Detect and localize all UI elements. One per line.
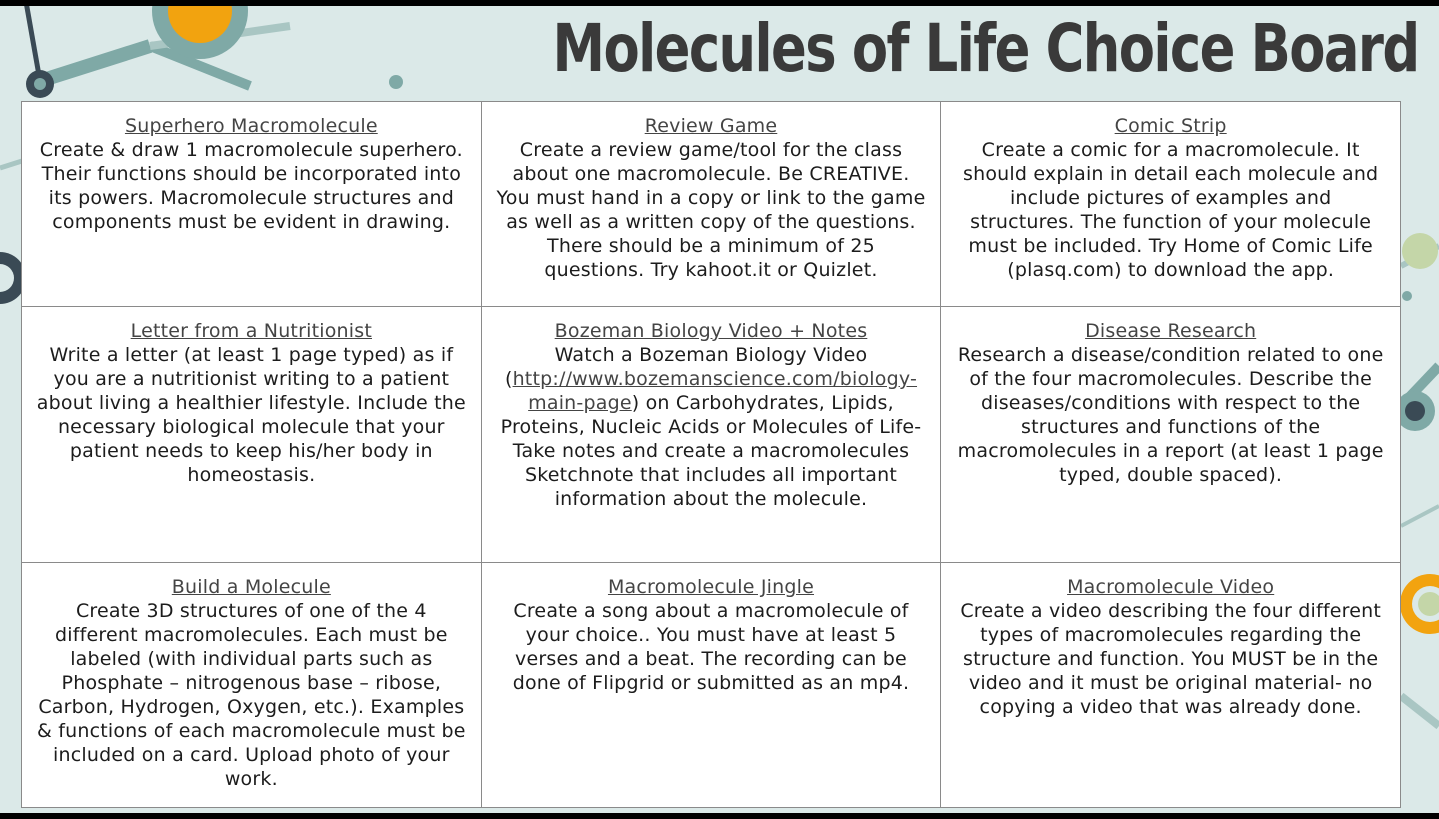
choice-description: Create & draw 1 macromolecule superhero. Their functions should be incorporated into its powers. Macromolecule structures and components must be evident in drawing. bbox=[39, 139, 463, 233]
choice-title: Macromolecule Video bbox=[1067, 576, 1275, 598]
choice-description: Write a letter (at least 1 page typed) as if you are a nutritionist writing to a patient about living a healthier lifestyle. Include the necessary biological molecule that your patient needs to keep his/her body in homeostasis. bbox=[36, 344, 466, 486]
choice-cell bbox=[941, 563, 1401, 808]
choice-cell bbox=[22, 307, 482, 563]
choice-title: Macromolecule Jingle bbox=[607, 576, 815, 598]
choice-description-pre: Watch a Bozeman Biology Video ( bbox=[504, 344, 868, 390]
choice-cell bbox=[941, 102, 1401, 307]
choice-description bbox=[496, 343, 927, 511]
choice-description-post: ) on Carbohydrates, Lipids, Proteins, Nucleic Acids or Molecules of Life- Take notes and create a macromolecules Sketchnote that includes all important information about the molecule. bbox=[500, 392, 922, 510]
choice-title: Review Game bbox=[644, 115, 778, 137]
choice-description: Create a comic for a macromolecule. It should explain in detail each molecule and include pictures of examples and structures. The function of your molecule must be included. Try Home of Comic Life (plasq.com) to download the app. bbox=[962, 139, 1379, 281]
choice-title: Comic Strip bbox=[1114, 115, 1227, 137]
choice-cell bbox=[481, 563, 941, 808]
choice-title: Superhero Macromolecule bbox=[124, 115, 378, 137]
choice-title: Build a Molecule bbox=[171, 576, 331, 598]
choice-title: Bozeman Biology Video + Notes bbox=[554, 320, 868, 342]
choice-cell bbox=[481, 307, 941, 563]
choice-cell bbox=[941, 307, 1401, 563]
choice-description: Research a disease/condition related to one of the four macromolecules. Describe the diseases/conditions with respect to the structures and functions of the macromolecules in a report (at least 1 page typed, double spaced). bbox=[957, 344, 1384, 486]
choice-description: Create 3D structures of one of the 4 different macromolecules. Each must be labeled (with individual parts such as Phosphate – nitrogenous base – ribose, Carbon, Hydrogen, Oxygen, etc.). Examples & functions of each macromolecule must be included on a card. Upload photo of your work. bbox=[36, 600, 466, 790]
choice-title: Disease Research bbox=[1085, 320, 1257, 342]
bozeman-link[interactable]: http://www.bozemanscience.com/biology-main-page bbox=[512, 368, 918, 414]
choice-board bbox=[21, 101, 1401, 808]
choice-description: Create a video describing the four different types of macromolecules regarding the structure and function. You MUST be in the video and it must be original material- no copying a video that was already done. bbox=[960, 600, 1381, 718]
slide bbox=[0, 6, 1439, 813]
choice-cell bbox=[22, 563, 482, 808]
choice-title: Letter from a Nutritionist bbox=[130, 320, 372, 342]
choice-description: Create a review game/tool for the class about one macromolecule. Be CREATIVE. You must hand in a copy or link to the game as well as a written copy of the questions. There should be a minimum of 25 questions. Try kahoot.it or Quizlet. bbox=[496, 139, 926, 281]
page-title: Molecules of Life Choice Board bbox=[552, 10, 1419, 87]
choice-description: Create a song about a macromolecule of your choice.. You must have at least 5 verses and a beat. The recording can be done of Flipgrid or submitted as an mp4. bbox=[512, 600, 910, 694]
choice-cell bbox=[481, 102, 941, 307]
choice-cell bbox=[22, 102, 482, 307]
